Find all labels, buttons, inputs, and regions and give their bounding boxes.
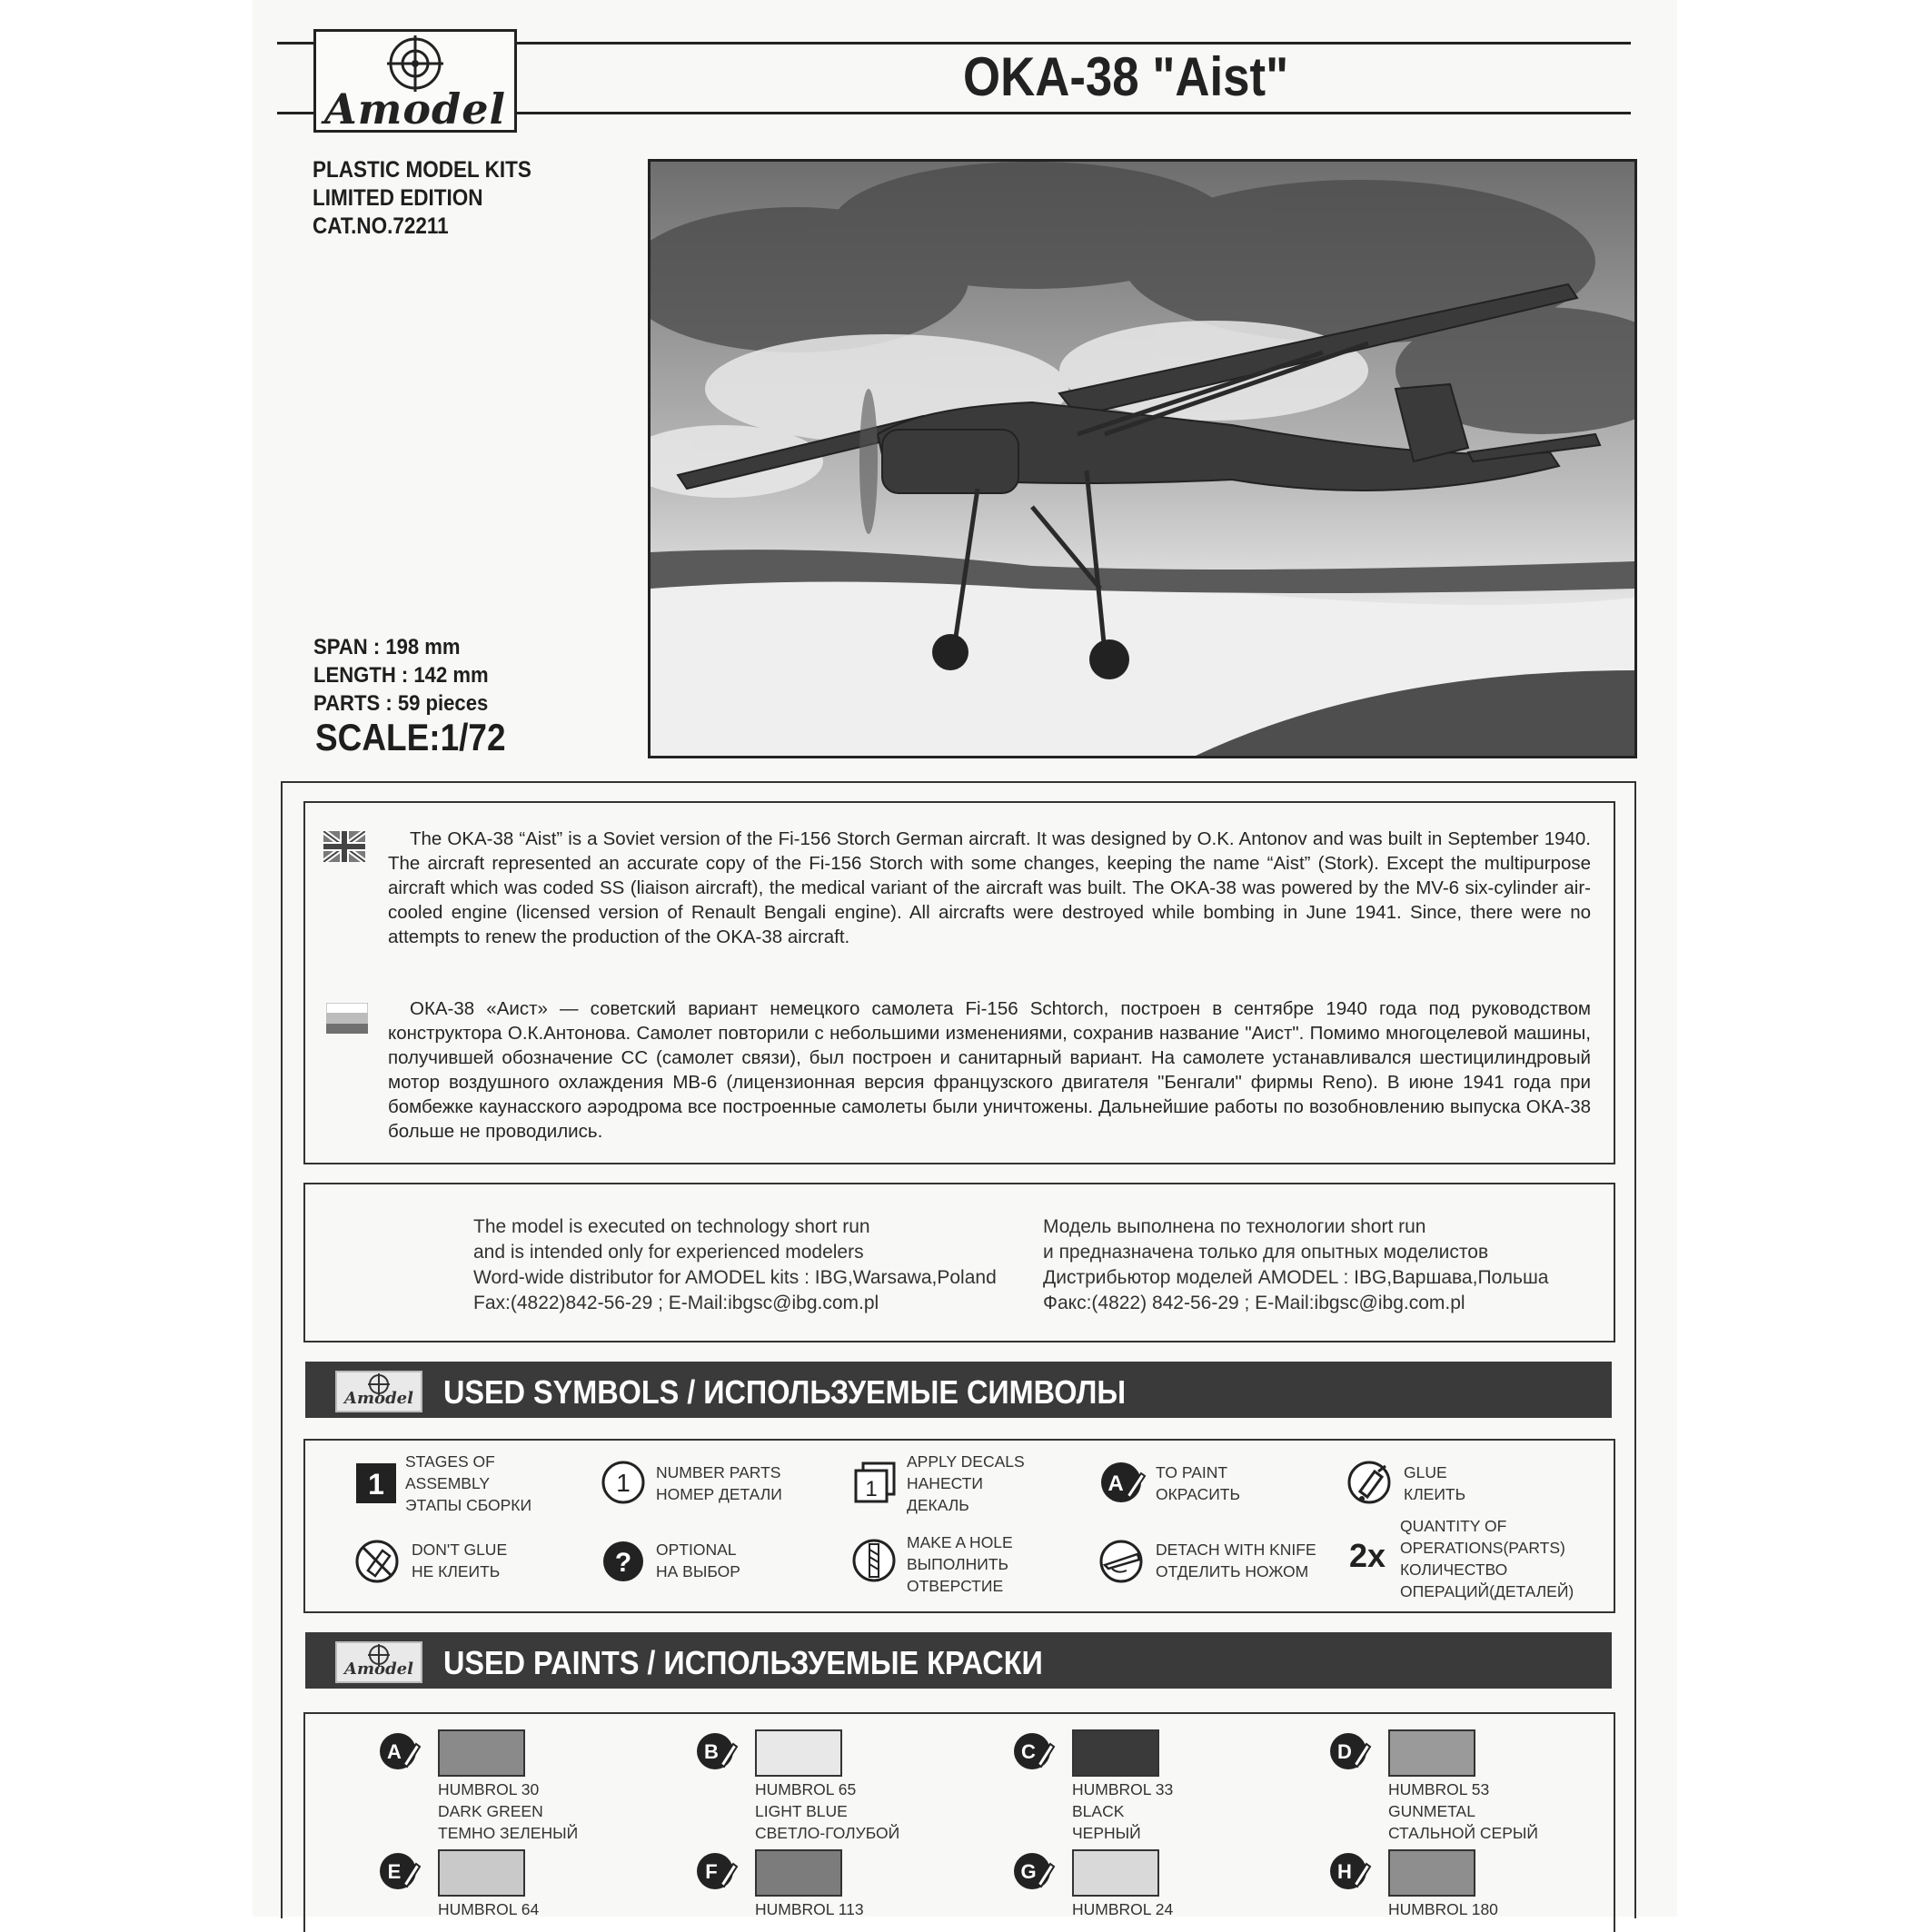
color-swatch	[1072, 1849, 1159, 1897]
paint-labels	[755, 1778, 899, 1844]
paint-labels	[1388, 1778, 1538, 1844]
question-mark-icon	[600, 1538, 647, 1585]
paint-name: HUMBROL 24	[1072, 1900, 1174, 1918]
paint-letter: D	[1337, 1740, 1352, 1763]
bar-logo-text: Amodel	[344, 1660, 413, 1679]
description-english: The OKA-38 “Aist” is a Soviet version of the Fi-156 Storch German aircraft. It was designed by O.K. Antonov and was built in September 1940. The aircraft represented an accurate copy of the Fi-156 Storch with some changes, keeping the name “Aist” (Stork). Except the multipurpose aircraft which was coded SS (liaison aircraft), the medical variant of the aircraft was built. The OKA-38 was powered by the MV-6 six-cylinder air-cooled engine (licensed version of Renault Bengali engine). All aircrafts were destroyed while bombing in June 1941. Since, there were no attempts to renew the production of the OKA-38 aircraft.	[388, 828, 1591, 947]
note-line: Факс:(4822) 842-56-29 ; E-Mail:ibgsc@ibg.com.pl	[1043, 1293, 1465, 1313]
paint-letter: C	[1021, 1740, 1036, 1763]
paint-name: HUMBROL 65	[755, 1780, 857, 1798]
knife-icon	[1099, 1538, 1147, 1585]
note-line: Модель выполнена по технологии short run	[1043, 1216, 1426, 1237]
symbol-label: DON'T GLUE НЕ КЛЕИТЬ	[412, 1541, 508, 1580]
assembly-stage-icon	[353, 1460, 400, 1507]
paint-letter: F	[705, 1860, 718, 1883]
paint-name: HUMBROL 33	[1072, 1780, 1174, 1798]
note-line: The model is executed on technology short run	[473, 1216, 870, 1237]
notes-english	[473, 1214, 997, 1316]
paint-letter-icon	[1012, 1849, 1056, 1893]
symbol-label: GLUE КЛЕИТЬ	[1404, 1463, 1466, 1503]
bar-logo-text: Amodel	[344, 1389, 413, 1408]
symbol-label: STAGES OF ASSEMBLY ЭТАПЫ СБОРКИ	[405, 1452, 532, 1514]
note-line: Fax:(4822)842-56-29 ; E-Mail:ibgsc@ibg.com.pl	[473, 1293, 879, 1313]
paint-color-ru: ТЕМНО ЗЕЛЕНЫЙ	[438, 1824, 579, 1842]
paint-color-en: LIGHT BLUE	[755, 1802, 848, 1820]
kit-line: PLASTIC MODEL KITS	[313, 157, 531, 183]
aircraft-illustration-art	[651, 162, 1634, 756]
note-line: Word-wide distributor for AMODEL kits : IBG,Warsawa,Poland	[473, 1267, 997, 1288]
page-title: OKA-38 "Aist"	[963, 46, 1289, 107]
note-line: и предназначена только для опытных моделистов	[1043, 1242, 1489, 1263]
paint-letter-icon	[378, 1849, 422, 1893]
paint-color-ru: СВЕТЛО-ГОЛУБОЙ	[755, 1824, 900, 1842]
paint-name: HUMBROL 30	[438, 1780, 540, 1798]
drill-icon	[850, 1537, 898, 1584]
number-parts-icon	[600, 1459, 647, 1506]
symbol-label: APPLY DECALS НАНЕСТИ ДЕКАЛЬ	[907, 1452, 1025, 1514]
spec-scale: SCALE:1/72	[315, 716, 506, 758]
color-swatch	[755, 1729, 842, 1777]
glue-tube-icon	[1347, 1459, 1395, 1506]
symbol-glyph: A	[1107, 1471, 1124, 1496]
kit-line: LIMITED EDITION	[313, 185, 483, 211]
color-swatch	[755, 1849, 842, 1897]
symbol-glyph: 1	[368, 1468, 384, 1501]
spec-length: LENGTH : 142 mm	[313, 663, 489, 688]
brand-logo-text: Amodel	[324, 84, 506, 134]
note-line: and is intended only for experienced modelers	[473, 1242, 864, 1263]
paint-letter: H	[1337, 1860, 1352, 1883]
symbol-label: QUANTITY OF OPERATIONS(PARTS) КОЛИЧЕСТВО ОПЕРАЦИЙ(ДЕТАЛЕЙ)	[1400, 1517, 1574, 1600]
paint-name: HUMBROL 113	[755, 1900, 864, 1918]
color-swatch	[438, 1849, 525, 1897]
spec-span: SPAN : 198 mm	[313, 635, 461, 659]
color-swatch	[1388, 1729, 1475, 1777]
decal-icon	[850, 1460, 898, 1507]
paint-letter-icon	[1012, 1729, 1056, 1773]
amodel-logo-small	[335, 1371, 422, 1412]
kit-info	[313, 156, 531, 241]
paint-letter-icon	[378, 1729, 422, 1773]
symbol-label: TO PAINT ОКРАСИТЬ	[1156, 1463, 1240, 1503]
symbols-section-title: USED SYMBOLS / ИСПОЛЬЗУЕМЫЕ СИМВОЛЫ	[443, 1373, 1127, 1411]
symbol-glyph: 1	[616, 1469, 631, 1497]
color-swatch	[438, 1729, 525, 1777]
paint-labels	[438, 1778, 578, 1844]
russia-flag-icon	[326, 1003, 368, 1034]
symbol-glyph: 1	[865, 1477, 878, 1501]
paint-brush-icon	[1099, 1459, 1147, 1506]
paints-section-title: USED PAINTS / ИСПОЛЬЗУЕМЫЕ КРАСКИ	[443, 1644, 1043, 1681]
paint-letter-icon	[1328, 1849, 1372, 1893]
paint-name: HUMBROL 53	[1388, 1780, 1490, 1798]
spec-parts: PARTS : 59 pieces	[313, 691, 489, 716]
paint-letter: B	[704, 1740, 719, 1763]
catalog-number: CAT.NO.72211	[313, 213, 449, 239]
description-russian: ОКА-38 «Аист» — советский вариант немецкого самолета Fi-156 Schtorch, построен в сентябре 1940 года под руководством конструктора О.К.Антонова. Самолет повторили с небольшими изменениями, сохранив название "Аист". Помимо многоцелевой машины, получившей обозначение СС (самолет связи), был построен и санитарный вариант. На самолете устанавливался шестицилиндровый мотор воздушного охлаждения МВ-6 (лицензионная версия французского двигателя "Бенгали" фирмы Reno). В июне 1941 года при бомбежке каунасского аэродрома все построенные самолеты были уничтожены. Дальнейшие работы по возобновлению выпуска ОКА-38 больше не проводились.	[388, 998, 1591, 1142]
quantity-2x-icon: 2x	[1349, 1537, 1386, 1574]
paint-name: HUMBROL 180	[1388, 1900, 1498, 1918]
color-swatch	[1388, 1849, 1475, 1897]
paint-labels	[1072, 1778, 1173, 1844]
no-glue-icon	[355, 1538, 402, 1585]
uk-flag-icon	[323, 831, 365, 862]
symbol-label: OPTIONAL НА ВЫБОР	[656, 1541, 740, 1580]
spec-list	[313, 633, 489, 718]
paint-letter-icon	[695, 1729, 739, 1773]
color-swatch	[1072, 1729, 1159, 1777]
aircraft-illustration	[648, 159, 1637, 758]
paint-color-ru: СТАЛЬНОЙ СЕРЫЙ	[1388, 1824, 1538, 1842]
paint-letter-icon	[1328, 1729, 1372, 1773]
paint-color-ru: ЧЕРНЫЙ	[1072, 1824, 1141, 1842]
paint-letter-icon	[695, 1849, 739, 1893]
target-emblem-icon	[387, 35, 443, 92]
symbol-label: DETACH WITH KNIFE ОТДЕЛИТЬ НОЖОМ	[1156, 1541, 1316, 1580]
paint-color-en: GUNMETAL	[1388, 1802, 1475, 1820]
amodel-logo-small	[335, 1641, 422, 1683]
symbol-label: MAKE A HOLE ВЫПОЛНИТЬ ОТВЕРСТИЕ	[907, 1533, 1013, 1595]
paint-letter: G	[1020, 1860, 1037, 1883]
paints-header-bar	[305, 1632, 1612, 1689]
amodel-logo	[313, 29, 517, 133]
paint-name: HUMBROL 64	[438, 1900, 540, 1918]
note-line: Дистрибьютор моделей AMODEL : IBG,Варшава,Польша	[1043, 1267, 1549, 1288]
paint-letter: E	[387, 1860, 402, 1883]
symbols-header-bar	[305, 1362, 1612, 1418]
paint-color-en: DARK GREEN	[438, 1802, 543, 1820]
symbol-glyph: ?	[614, 1548, 632, 1578]
symbol-label: NUMBER PARTS НОМЕР ДЕТАЛИ	[656, 1463, 782, 1503]
paint-letter: A	[387, 1740, 402, 1763]
notes-russian	[1043, 1214, 1548, 1316]
paint-color-en: BLACK	[1072, 1802, 1125, 1820]
